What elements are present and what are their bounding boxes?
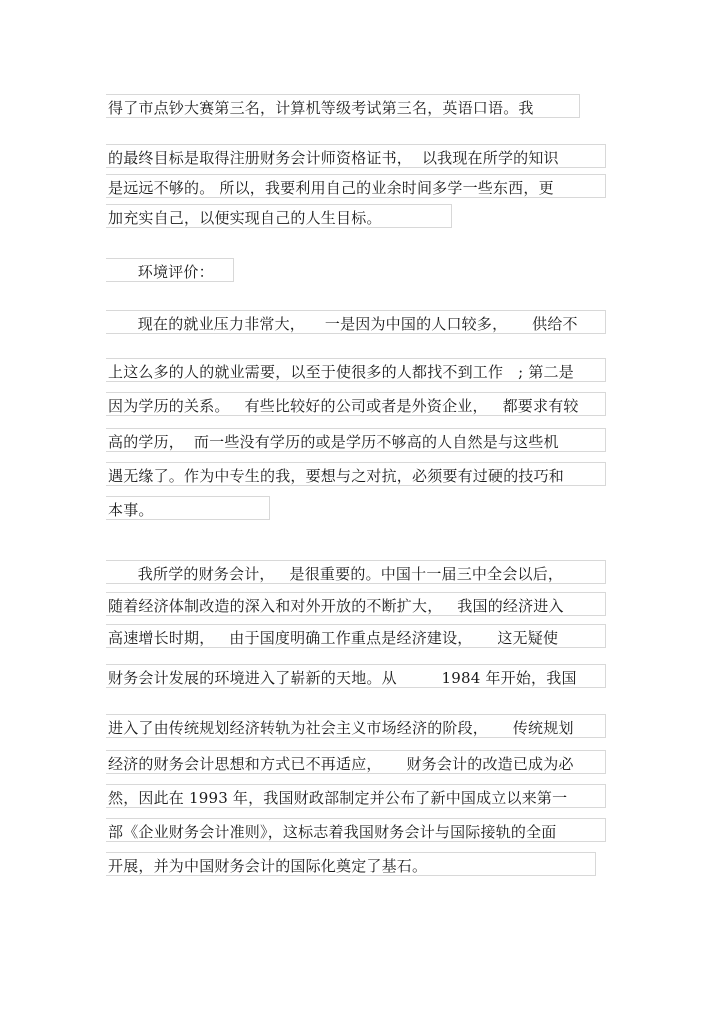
text-line: 财务会计发展的环境进入了崭新的天地。从 1984 年开始，我国 [108, 668, 577, 688]
text-line: 高速增长时期， 由于国度明确工作重点是经济建设， 这无疑使 [108, 628, 558, 648]
text-line: 加充实自己，以便实现自己的人生目标。 [108, 208, 382, 228]
text-line: 因为学历的关系。 有些比较好的公司或者是外资企业， 都要求有较 [108, 396, 579, 416]
text-line: 上这么多的人的就业需要，以至于使很多的人都找不到工作 ; 第二是 [108, 362, 574, 382]
text-line: 得了市点钞大赛第三名，计算机等级考试第三名，英语口语。我 [108, 98, 534, 118]
text-line: 随着经济体制改造的深入和对外开放的不断扩大， 我国的经济进入 [108, 596, 564, 616]
text-line: 然，因此在 1993 年，我国财政部制定并公布了新中国成立以来第一 [108, 788, 567, 808]
text-line: 开展，并为中国财务会计的国际化奠定了基石。 [108, 856, 427, 876]
text-line: 我所学的财务会计， 是很重要的。中国十一届三中全会以后， [108, 564, 563, 584]
text-line: 高的学历， 而一些没有学历的或是学历不够高的人自然是与这些机 [108, 432, 559, 452]
text-line: 进入了由传统规划经济转轨为社会主义市场经济的阶段， 传统规划 [108, 718, 574, 738]
text-line: 本事。 [108, 500, 154, 520]
text-line: 的最终目标是取得注册财务会计师资格证书， 以我现在所学的知识 [108, 148, 559, 168]
text-line: 遇无缘了。作为中专生的我，要想与之对抗，必须要有过硬的技巧和 [108, 466, 564, 486]
section-heading: 环境评价： [108, 262, 214, 282]
text-line: 经济的财务会计思想和方式已不再适应， 财务会计的改造已成为必 [108, 754, 574, 774]
text-line: 现在的就业压力非常大， 一是因为中国的人口较多， 供给不 [108, 314, 578, 334]
text-line: 是远远不够的。 所以，我要利用自己的业余时间多学一些东西，更 [108, 178, 554, 198]
text-line: 部《企业财务会计准则》，这标志着我国财务会计与国际接轨的全面 [108, 822, 557, 842]
